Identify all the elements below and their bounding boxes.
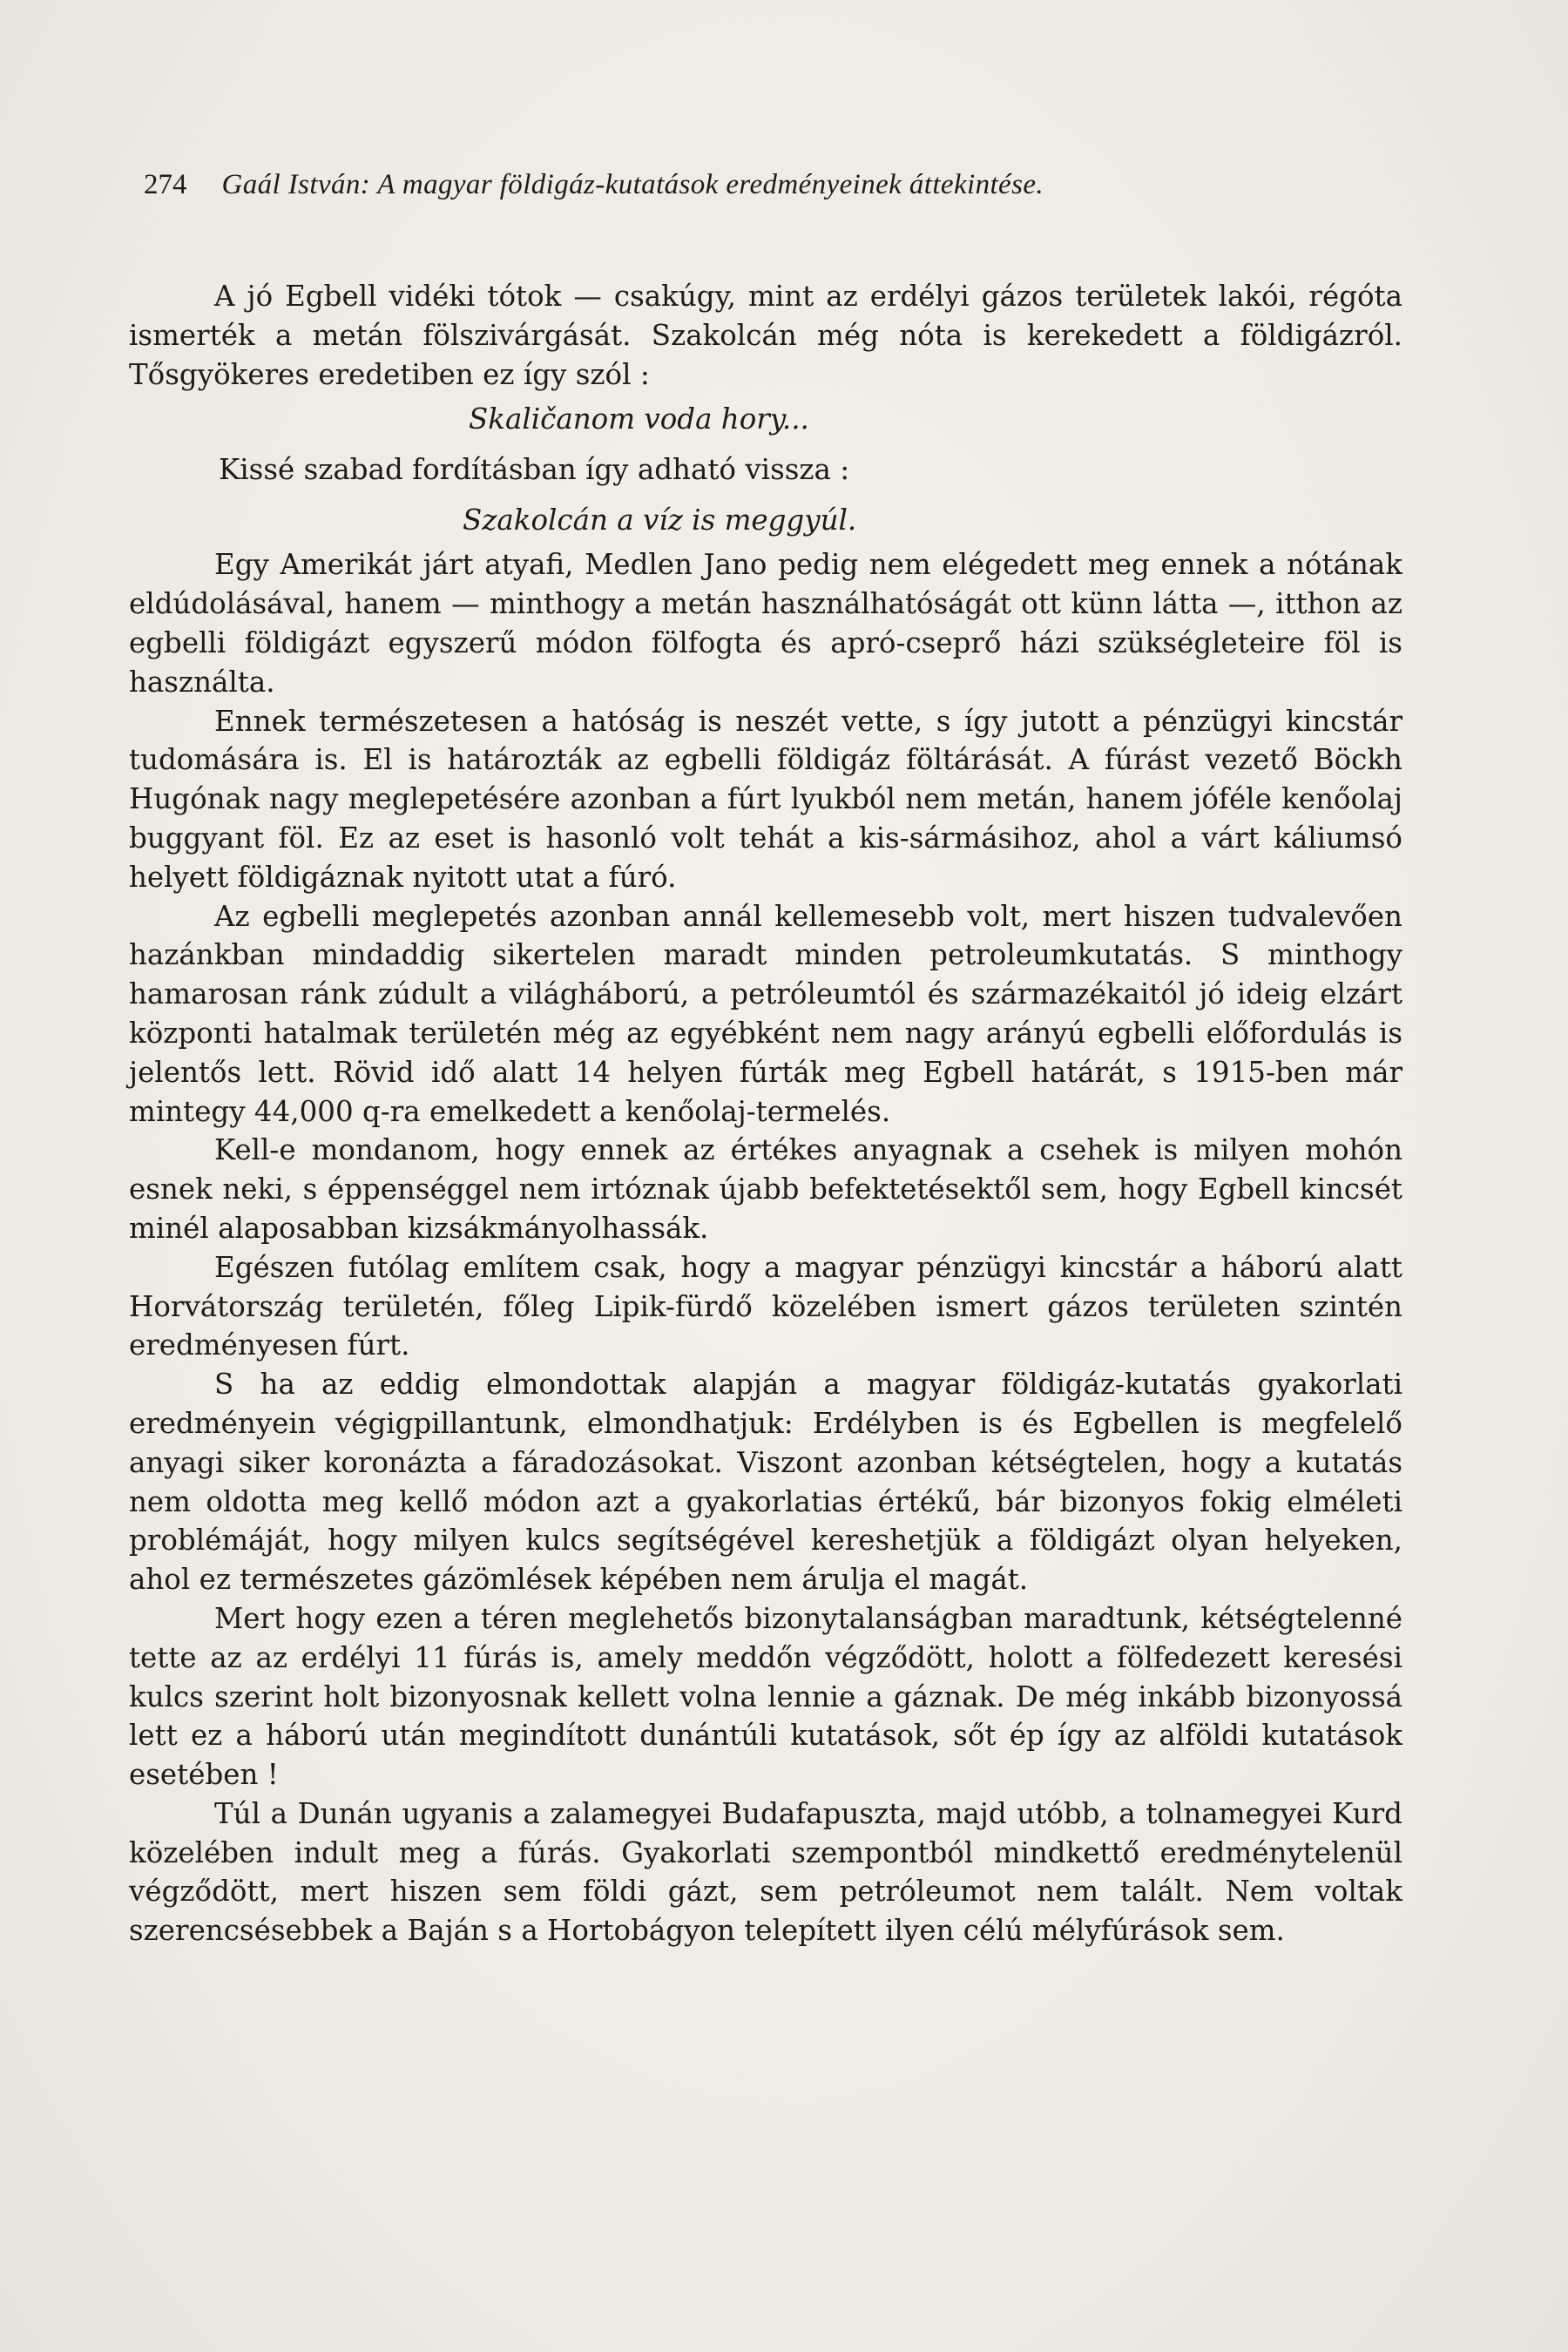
- paragraph-6: Egészen futólag említem csak, hogy a magyar pénzügyi kincstár a háború alatt Horvátország területén, főleg Lipik-fürdő közelében ismert gázos területen szintén eredményesen fúrt.: [129, 1250, 1402, 1362]
- page-number: 274: [144, 169, 187, 200]
- paragraph-5: Kell-e mondanom, hogy ennek az értékes anyagnak a csehek is milyen mohón esnek neki, s éppenséggel nem irtóznak újabb befektetésektől sem, hogy Egbell kincsét minél alaposabban kizsákmányolhassák.: [129, 1133, 1402, 1245]
- paragraph-3: Ennek természetesen a hatóság is neszét vette, s így jutott a pénzügyi kincstár tudomására is. El is határozták az egbelli földigáz föltárását. A fúrást vezető Böckh Hugónak nagy meglepetésére azonban a fúrt lyukból nem metán, hanem jóféle kenőolaj buggyant föl. Ez az eset is hasonló volt tehát a kis-sármásihoz, ahol a várt káliumsó helyett földigáznak nyitott utat a fúró.: [129, 704, 1402, 894]
- paragraph-8: Mert hogy ezen a téren meglehetős bizonytalanságban maradtunk, kétségtelenné tette az az erdélyi 11 fúrás is, amely meddőn végződött, holott a fölfedezett keresési kulcs szerint holt bizonyosnak kellett volna lennie a gáznak. De még inkább bizonyossá lett ez a háború után megindított dunántúli kutatások, sőt ép így az alföldi kutatások esetében !: [129, 1601, 1402, 1792]
- paragraph-1: A jó Egbell vidéki tótok — csakúgy, mint az erdélyi gázos területek lakói, régóta ismerték a metán fölszivárgását. Szakolcán még nóta is kerekedett a földigázról. Tősgyökeres eredetiben ez így szól :: [129, 280, 1402, 391]
- translation-intro: Kissé szabad fordításban így adható vissza :: [219, 453, 850, 487]
- paragraph-7: S ha az eddig elmondottak alapján a magyar földigáz-kutatás gyakorlati eredményein végigpillantunk, elmondhatjuk: Erdélyben is és Egbellen is megfelelő anyagi siker koronázta a fáradozásokat. Viszont azonban kétségtelen, hogy a kutatás nem oldotta meg kellő módon azt a gyakorlatias értékű, bár bizonyos fokig elméleti problémáját, hogy milyen kulcs segítségével kereshetjük a földigázt olyan helyeken, ahol ez természetes gázömlések képében nem árulja el magát.: [129, 1368, 1402, 1597]
- running-head: [144, 167, 1416, 202]
- paragraph-2: Egy Amerikát járt atyafi, Medlen Jano pedig nem elégedett meg ennek a nótának eldúdolásával, hanem — minthogy a metán használhatóságát ott künn látta —, itthon az egbelli földigázt egyszerű módon fölfogta és apró-cseprő házi szükségleteire föl is használta.: [129, 548, 1402, 699]
- paragraph-9: Túl a Dunán ugyanis a zalamegyei Budafapuszta, majd utóbb, a tolnamegyei Kurd közelében indult meg a fúrás. Gyakorlati szempontból mindkettő eredménytelenül végződött, mert hiszen sem földi gázt, sem petróleumot nem talált. Nem voltak szerencsésebbek a Baján s a Hortobágyon telepített ilyen célú mélyfúrások sem.: [129, 1796, 1402, 1948]
- running-title: Gaál István: A magyar földigáz-kutatások eredményeinek áttekintése.: [221, 169, 1044, 200]
- paragraph-4: Az egbelli meglepetés azonban annál kellemesebb volt, mert hiszen tudvalevően hazánkban mindaddig sikertelen maradt minden petroleumkutatás. S minthogy hamarosan ránk zúdult a világháború, a petróleumtól és származékaitól jó ideig elzárt központi hatalmak területén még az egyébként nem nagy arányú egbelli előfordulás is jelentős lett. Rövid idő alatt 14 helyen fúrták meg Egbell határát, s 1915-ben már mintegy 44,000 q-ra emelkedett a kenőolaj-termelés.: [129, 899, 1402, 1128]
- body-text: [129, 277, 1402, 1950]
- verse-original: Skaličanom voda hory...: [469, 402, 809, 436]
- verse-translation: Szakolcán a víz is meggyúl.: [463, 504, 857, 537]
